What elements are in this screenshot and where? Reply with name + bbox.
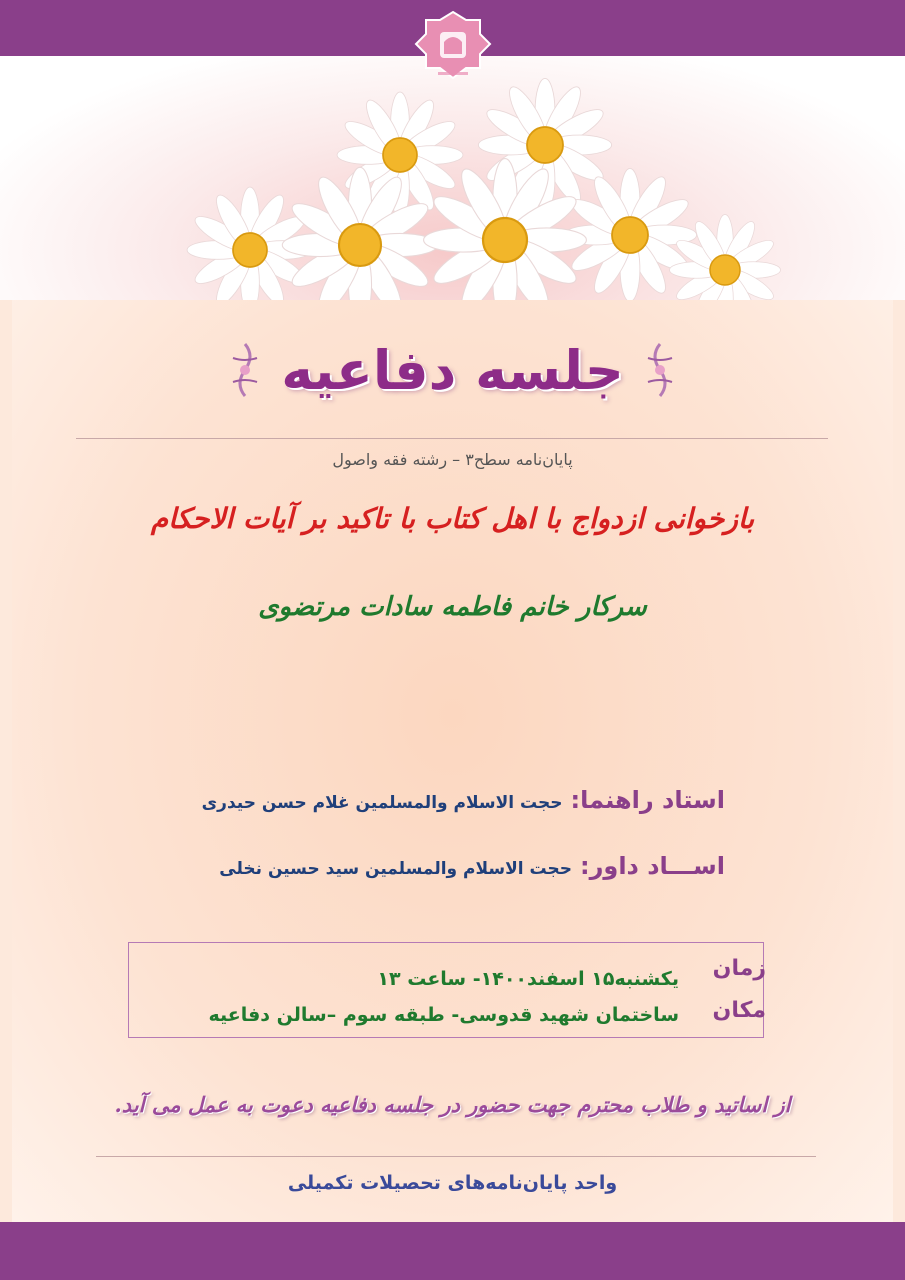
referee-row [219, 852, 725, 880]
student-name: سرکار خانم فاطمه سادات مرتضوی [258, 592, 647, 622]
referee-label: اســـاد داور: [580, 852, 725, 880]
place-label: مکان [712, 998, 766, 1023]
title-row [0, 330, 905, 410]
invitation-text: از اساتید و طلاب محترم جهت حضور در جلسه دفاعیه دعوت به عمل می آید. [114, 1092, 791, 1117]
thesis-level-subtitle: پایان‌نامه سطح۳ – رشته فقه واصول [332, 450, 573, 469]
right-ornament-icon [642, 340, 678, 400]
supervisor-name: حجت الاسلام والمسلمین غلام حسن حیدری [201, 793, 563, 813]
supervisor-label: استاد راهنما: [570, 786, 725, 814]
place-value: ساختمان شهید قدوسی- طبقه سوم –سالن دفاعیه [208, 1004, 679, 1026]
time-value: یکشنبه۱۵ اسفند۱۴۰۰- ساعت ۱۳ [377, 968, 679, 990]
time-label: زمان [712, 956, 766, 981]
left-ornament-icon [227, 340, 263, 400]
bottom-band [0, 1222, 905, 1280]
schedule-labels [694, 948, 766, 1032]
footer-unit-name: واحد پایان‌نامه‌های تحصیلات تکمیلی [287, 1172, 618, 1194]
referee-name: حجت الاسلام والمسلمین سید حسین نخلی [219, 859, 572, 879]
thesis-title: بازخوانی ازدواج با اهل کتاب با تاکید بر آیات الاحکام [150, 502, 755, 535]
footer-divider [96, 1156, 816, 1157]
title-divider [76, 438, 828, 439]
page-title: جلسه دفاعیه [281, 338, 624, 402]
supervisor-row [202, 786, 725, 814]
daisy-flowers-illustration [170, 70, 820, 300]
